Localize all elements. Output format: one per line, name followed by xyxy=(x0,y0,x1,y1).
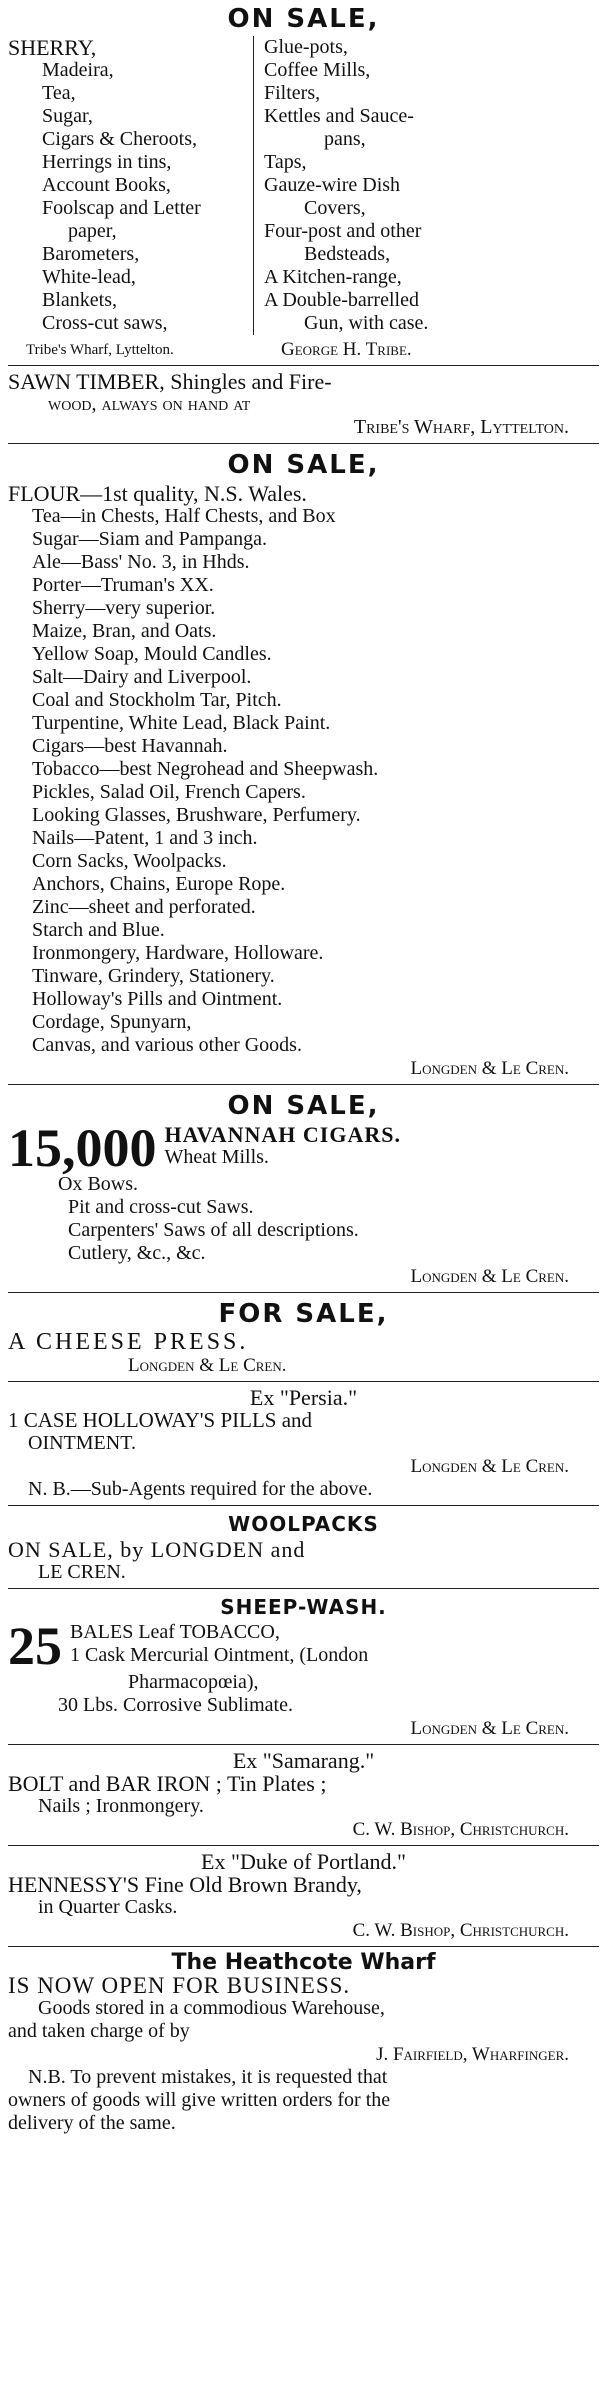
list-item: Gun, with case. xyxy=(304,312,429,334)
list-item: A Double-barrelled xyxy=(264,289,419,311)
ad-text: Tinware, Grindery, Stationery. xyxy=(32,965,275,987)
ad-note: delivery of the same. xyxy=(8,2112,176,2134)
ad-heathcote-wharf xyxy=(8,1951,599,2135)
ad-longden-on-sale xyxy=(8,448,599,1080)
signature: George H. Tribe. xyxy=(281,339,412,360)
ad-holloways-pills xyxy=(8,1386,599,1501)
divider xyxy=(8,443,599,444)
ad-text: Nails ; Ironmongery. xyxy=(38,1795,204,1817)
signature: Longden & Le Cren. xyxy=(410,1456,569,1477)
ad-text: Sugar—Siam and Pampanga. xyxy=(32,528,267,550)
ad-text: Holloway's Pills and Ointment. xyxy=(32,988,283,1010)
ad-text: Yellow Soap, Mould Candles. xyxy=(32,643,272,665)
right-column xyxy=(253,36,599,335)
ad-tribe-on-sale xyxy=(8,0,599,361)
divider xyxy=(8,365,599,366)
ad-text: Sherry—very superior. xyxy=(32,597,216,619)
list-item: Covers, xyxy=(304,197,366,219)
ad-text: in Quarter Casks. xyxy=(38,1896,178,1918)
list-item: SHERRY, xyxy=(8,35,97,60)
ad-cheese-press xyxy=(8,1297,599,1377)
ad-heading: SHEEP-WASH. xyxy=(220,1595,387,1619)
ad-text: Tobacco—best Negrohead and Sheepwash. xyxy=(32,758,379,780)
ad-text: Tea—in Chests, Half Chests, and Box xyxy=(32,505,336,527)
ad-number: 15,000 xyxy=(8,1118,157,1178)
list-item: Sugar, xyxy=(42,105,93,127)
ad-heading: Ex "Samarang." xyxy=(232,1748,375,1773)
list-item: A Kitchen-range, xyxy=(264,266,402,288)
ad-sheep-wash xyxy=(8,1593,599,1740)
ad-text: Anchors, Chains, Europe Rope. xyxy=(32,873,286,895)
ad-text: Cordage, Spunyarn, xyxy=(32,1011,192,1033)
signature: J. Fairfield, Wharfinger. xyxy=(376,2044,569,2065)
ad-heading: ON SALE, xyxy=(227,4,380,34)
ad-text: Pharmacopœia), xyxy=(128,1671,259,1693)
divider xyxy=(8,1588,599,1589)
divider xyxy=(8,1381,599,1382)
divider xyxy=(8,1744,599,1745)
list-item: Madeira, xyxy=(42,59,114,81)
ad-note: N. B.—Sub-Agents required for the above. xyxy=(28,1478,373,1500)
ad-text: Salt—Dairy and Liverpool. xyxy=(32,666,252,688)
list-item: Four-post and other xyxy=(264,220,422,242)
ad-text: Cigars—best Havannah. xyxy=(32,735,228,757)
ad-text: 1 Cask Mercurial Ointment, (London xyxy=(70,1644,369,1666)
ad-text: Pit and cross-cut Saws. xyxy=(68,1196,254,1218)
ad-text: IS NOW OPEN FOR BUSINESS. xyxy=(8,1973,351,1998)
list-item: Blankets, xyxy=(42,289,117,311)
ad-note: owners of goods will give written orders for the xyxy=(8,2089,391,2111)
ad-havannah-cigars xyxy=(8,1089,599,1288)
list-item: Cigars & Cheroots, xyxy=(42,128,197,150)
list-item: Tea, xyxy=(42,82,76,104)
ad-text: Looking Glasses, Brushware, Perfumery. xyxy=(32,804,361,826)
ad-heading: WOOLPACKS xyxy=(228,1512,379,1536)
list-item: Foolscap and Letter xyxy=(42,197,201,219)
list-item: Cross-cut saws, xyxy=(42,312,168,334)
ad-text: FLOUR—1st quality, N.S. Wales. xyxy=(8,481,307,506)
ad-heading: ON SALE, xyxy=(227,450,380,480)
ad-text: Ox Bows. xyxy=(58,1173,139,1195)
divider xyxy=(8,1292,599,1293)
ad-text: 1 CASE HOLLOWAY'S PILLS and xyxy=(8,1408,313,1432)
signature: Longden & Le Cren. xyxy=(410,1058,569,1079)
ad-text: Cutlery, &c., &c. xyxy=(68,1242,206,1264)
ad-text: SAWN TIMBER, Shingles and Fire- xyxy=(8,369,332,394)
ad-text: Canvas, and various other Goods. xyxy=(32,1034,302,1056)
signature: Longden & Le Cren. xyxy=(410,1718,569,1739)
ad-heading: ON SALE, xyxy=(227,1091,380,1121)
divider xyxy=(8,1084,599,1085)
list-item: White-lead, xyxy=(42,266,136,288)
list-item: pans, xyxy=(324,128,366,150)
ad-text: BALES Leaf TOBACCO, xyxy=(70,1621,280,1643)
ad-text: Pickles, Salad Oil, French Capers. xyxy=(32,781,306,803)
ad-sawn-timber xyxy=(8,370,599,439)
ad-text: Wheat Mills. xyxy=(164,1146,269,1168)
ad-text: and taken charge of by xyxy=(8,2020,190,2042)
list-item: Account Books, xyxy=(42,174,171,196)
ad-text: LE CREN. xyxy=(38,1561,126,1583)
list-item: Kettles and Sauce- xyxy=(264,105,414,127)
list-item: Bedsteads, xyxy=(304,243,391,265)
ad-text: Turpentine, White Lead, Black Paint. xyxy=(32,712,331,734)
signature: C. W. Bishop, Christchurch. xyxy=(352,1819,569,1840)
signature: Longden & Le Cren. xyxy=(410,1266,569,1287)
ad-text: HENNESSY'S Fine Old Brown Brandy, xyxy=(8,1872,362,1897)
list-item: Herrings in tins, xyxy=(42,151,172,173)
ad-text: Carpenters' Saws of all descriptions. xyxy=(68,1219,359,1241)
ad-text: 30 Lbs. Corrosive Sublimate. xyxy=(58,1694,293,1716)
list-item: Filters, xyxy=(264,82,321,104)
left-column xyxy=(8,36,253,335)
ad-text: OINTMENT. xyxy=(28,1432,136,1454)
list-item: paper, xyxy=(68,220,117,242)
divider xyxy=(8,1946,599,1947)
ad-note: N.B. To prevent mistakes, it is requested that xyxy=(28,2066,388,2088)
list-item: Barometers, xyxy=(42,243,140,265)
ad-text: Ironmongery, Hardware, Holloware. xyxy=(32,942,324,964)
list-item: Glue-pots, xyxy=(264,36,348,58)
address-line: Tribe's Wharf, Lyttelton. xyxy=(353,416,569,438)
ad-woolpacks xyxy=(8,1510,599,1584)
ad-text: Zinc—sheet and perforated. xyxy=(32,896,256,918)
ad-text: ON SALE, by LONGDEN and xyxy=(8,1537,306,1562)
ad-text: Goods stored in a commodious Warehouse, xyxy=(38,1997,385,2019)
two-column-list xyxy=(8,36,599,335)
ad-text: HAVANNAH CIGARS. xyxy=(164,1122,401,1147)
signature: C. W. Bishop, Christchurch. xyxy=(352,1920,569,1941)
ad-heading: The Heathcote Wharf xyxy=(171,1950,436,1975)
list-item: Taps, xyxy=(264,151,307,173)
ad-heading: FOR SALE, xyxy=(218,1299,389,1329)
ad-text: Ale—Bass' No. 3, in Hhds. xyxy=(32,551,250,573)
ad-text: Starch and Blue. xyxy=(32,919,165,941)
list-item: Coffee Mills, xyxy=(264,59,371,81)
ad-text: Porter—Truman's XX. xyxy=(32,574,214,596)
ad-footer xyxy=(8,339,599,361)
ad-text: Maize, Bran, and Oats. xyxy=(32,620,217,642)
divider xyxy=(8,1505,599,1506)
ad-text: wood, always on hand at xyxy=(48,393,251,415)
ad-hennessy-brandy xyxy=(8,1850,599,1942)
ad-text: BOLT and BAR IRON ; Tin Plates ; xyxy=(8,1771,327,1796)
ad-heading: Ex "Persia." xyxy=(249,1385,358,1410)
list-item: Gauze-wire Dish xyxy=(264,174,401,196)
ad-text: Corn Sacks, Woolpacks. xyxy=(32,850,227,872)
ad-heading: Ex "Duke of Portland." xyxy=(201,1849,406,1874)
ad-bar-iron xyxy=(8,1749,599,1841)
ad-text: A CHEESE PRESS. xyxy=(8,1329,249,1355)
ad-text: Coal and Stockholm Tar, Pitch. xyxy=(32,689,282,711)
ad-number: 25 xyxy=(8,1616,62,1676)
signature: Longden & Le Cren. xyxy=(128,1355,287,1376)
ad-text: Nails—Patent, 1 and 3 inch. xyxy=(32,827,258,849)
address-line: Tribe's Wharf, Lyttelton. xyxy=(26,342,174,358)
divider xyxy=(8,1845,599,1846)
